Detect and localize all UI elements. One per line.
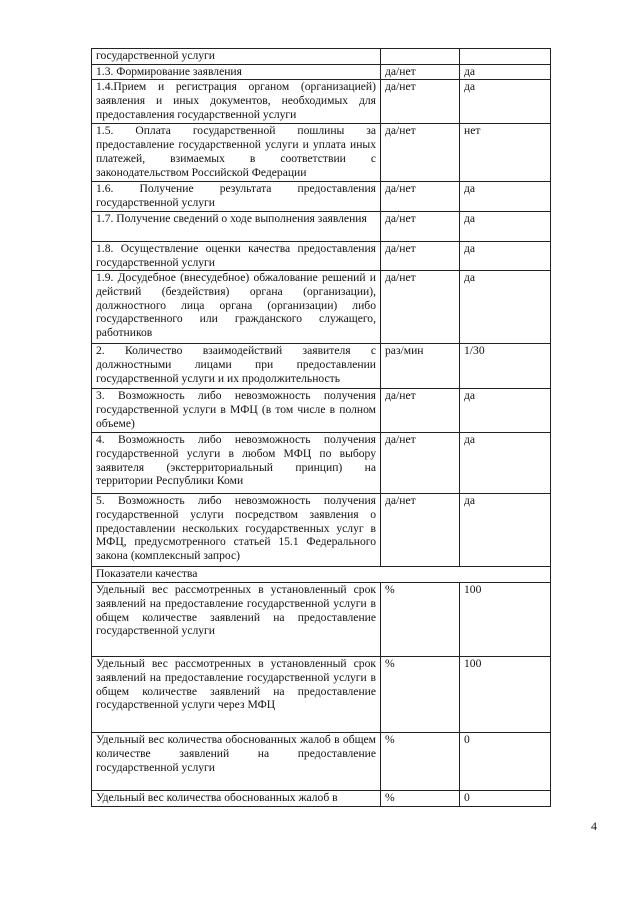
indicator-cell: Удельный вес количества обоснованных жалоб в общем количестве заявлений на предоставление государственной услуги [92,733,381,791]
unit-cell: % [381,791,460,807]
page-number: 4 [591,819,597,833]
table-row [92,64,551,80]
value-cell: 0 [460,733,551,791]
table-row [92,733,551,791]
unit-cell: раз/мин [381,344,460,389]
unit-cell: да/нет [381,271,460,344]
value-cell: да [460,182,551,211]
unit-cell: да/нет [381,124,460,182]
unit-cell: да/нет [381,389,460,433]
table-row [92,494,551,567]
table-row [92,211,551,241]
unit-cell: да/нет [381,433,460,494]
value-cell: 0 [460,791,551,807]
unit-cell: да/нет [381,80,460,124]
indicator-cell: Удельный вес рассмотренных в установленный срок заявлений на предоставление государственной услуги в общем количестве заявлений на предоставление государственной услуги [92,583,381,657]
table-row [92,791,551,807]
indicator-cell: 5. Возможность либо невозможность получения государственной услуги посредством заявления о предоставлении нескольких государственных услуг в МФЦ, предусмотренного статьей 15.1 Федерального закона (комплексный запрос) [92,494,381,567]
table-row [92,344,551,389]
indicators-table [91,48,551,807]
indicator-cell: 4. Возможность либо невозможность получения государственной услуги в любом МФЦ по выбору заявителя (экстерриториальный принцип) на территории Республики Коми [92,433,381,494]
unit-cell: % [381,733,460,791]
value-cell: 100 [460,657,551,733]
unit-cell: % [381,583,460,657]
table-row [92,389,551,433]
indicator-cell: 1.9. Досудебное (внесудебное) обжалование решений и действий (бездействия) органа (организации), должностного лица органа (организации) либо государственного или гражданского служащего, работников [92,271,381,344]
table-row [92,49,551,65]
table-row [92,433,551,494]
indicator-cell: 1.8. Осуществление оценки качества предоставления государственной услуги [92,241,381,270]
indicator-cell: 3. Возможность либо невозможность получения государственной услуги в МФЦ (в том числе в полном объеме) [92,389,381,433]
value-cell: да [460,433,551,494]
unit-cell: % [381,657,460,733]
indicator-cell: Удельный вес количества обоснованных жалоб в [92,791,381,807]
value-cell: 100 [460,583,551,657]
unit-cell: да/нет [381,182,460,211]
value-cell: да [460,494,551,567]
table-row [92,182,551,211]
value-cell: да [460,241,551,270]
indicator-cell: Удельный вес рассмотренных в установленный срок заявлений на предоставление государственной услуги в общем количестве заявлений на предоставление государственной услуги через МФЦ [92,657,381,733]
unit-cell: да/нет [381,241,460,270]
value-cell [460,49,551,65]
table-row [92,241,551,270]
table-row [92,271,551,344]
section-header-row [92,567,551,583]
table-row [92,657,551,733]
value-cell: 1/30 [460,344,551,389]
value-cell: нет [460,124,551,182]
unit-cell [381,49,460,65]
section-header: Показатели качества [92,567,551,583]
value-cell: да [460,64,551,80]
table-row [92,80,551,124]
table-row [92,124,551,182]
value-cell: да [460,80,551,124]
value-cell: да [460,211,551,241]
unit-cell: да/нет [381,64,460,80]
indicator-cell: 1.4.Прием и регистрация органом (организацией) заявления и иных документов, необходимых для предоставления государственной услуги [92,80,381,124]
indicator-cell: 1.5. Оплата государственной пошлины за предоставление государственной услуги и уплата иных платежей, взимаемых в соответствии с законодательством Российской Федерации [92,124,381,182]
indicator-cell: 1.6. Получение результата предоставления государственной услуги [92,182,381,211]
unit-cell: да/нет [381,494,460,567]
indicator-cell: государственной услуги [92,49,381,65]
unit-cell: да/нет [381,211,460,241]
indicator-cell: 1.3. Формирование заявления [92,64,381,80]
table-row [92,583,551,657]
indicator-cell: 2. Количество взаимодействий заявителя с должностными лицами при предоставлении государственной услуги и их продолжительность [92,344,381,389]
indicator-cell: 1.7. Получение сведений о ходе выполнения заявления [92,211,381,241]
value-cell: да [460,389,551,433]
value-cell: да [460,271,551,344]
